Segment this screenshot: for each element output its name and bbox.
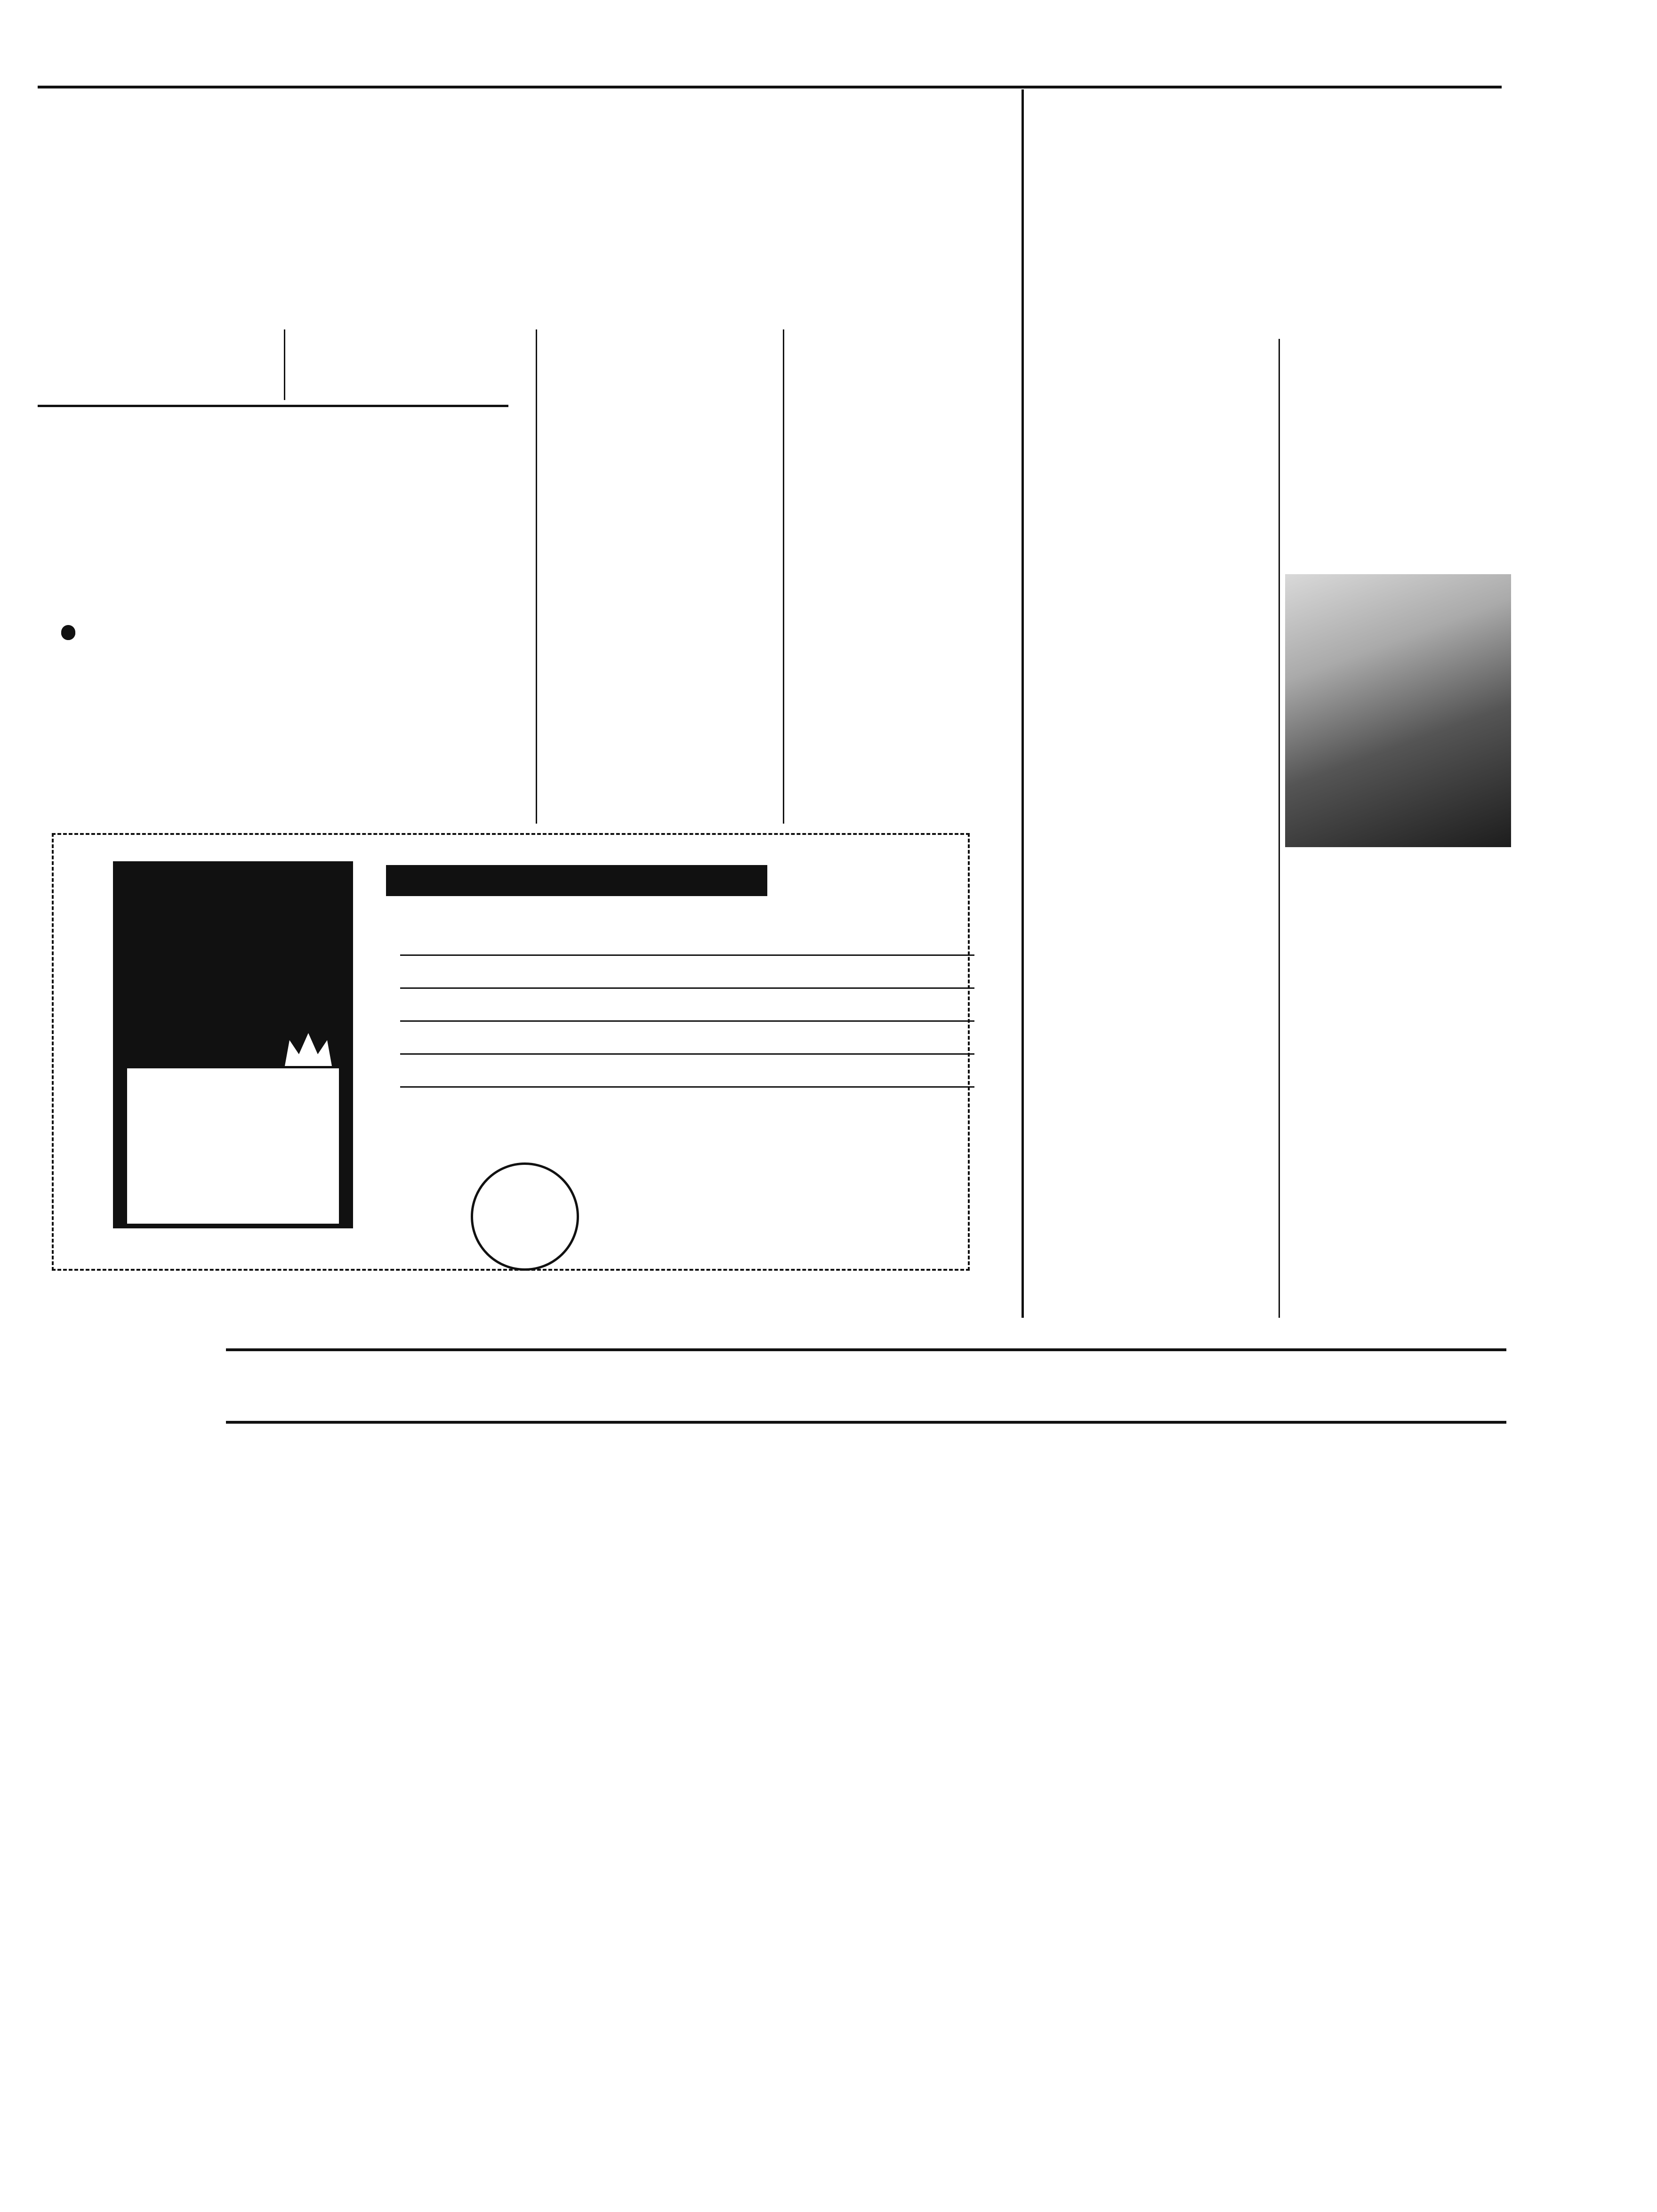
intro-col-2 [290,329,530,330]
portrait-photo [1285,574,1511,847]
birthdate-field[interactable] [400,1021,974,1055]
banner-stripes [226,1339,1506,1433]
intro-col-1 [38,329,278,330]
crown-icon [282,1031,334,1068]
promo-number-panel [127,1068,339,1224]
conditions-box [38,405,508,831]
occupation-field[interactable] [400,1054,974,1088]
top-rule [38,86,1502,88]
quirino-col-1 [1033,339,1273,340]
column-divider [1279,339,1280,1318]
quirino-col-2-bottom [1285,885,1511,890]
coupon-promo-image [113,861,353,1228]
address-field[interactable] [400,955,974,989]
quirino-col-2-top [1285,339,1511,340]
intro-col-3 [541,329,777,334]
intro-col-4 [788,329,1014,334]
name-field[interactable] [400,922,974,956]
locality-field[interactable] [400,988,974,1022]
column-divider [536,329,537,824]
column-divider [1022,89,1024,1318]
bayer-logo-vertical [515,1166,531,1186]
masthead [1031,51,1619,74]
conditions-list [61,621,508,622]
coupon-title [386,865,767,896]
column-divider [284,329,285,400]
column-divider [783,329,784,824]
